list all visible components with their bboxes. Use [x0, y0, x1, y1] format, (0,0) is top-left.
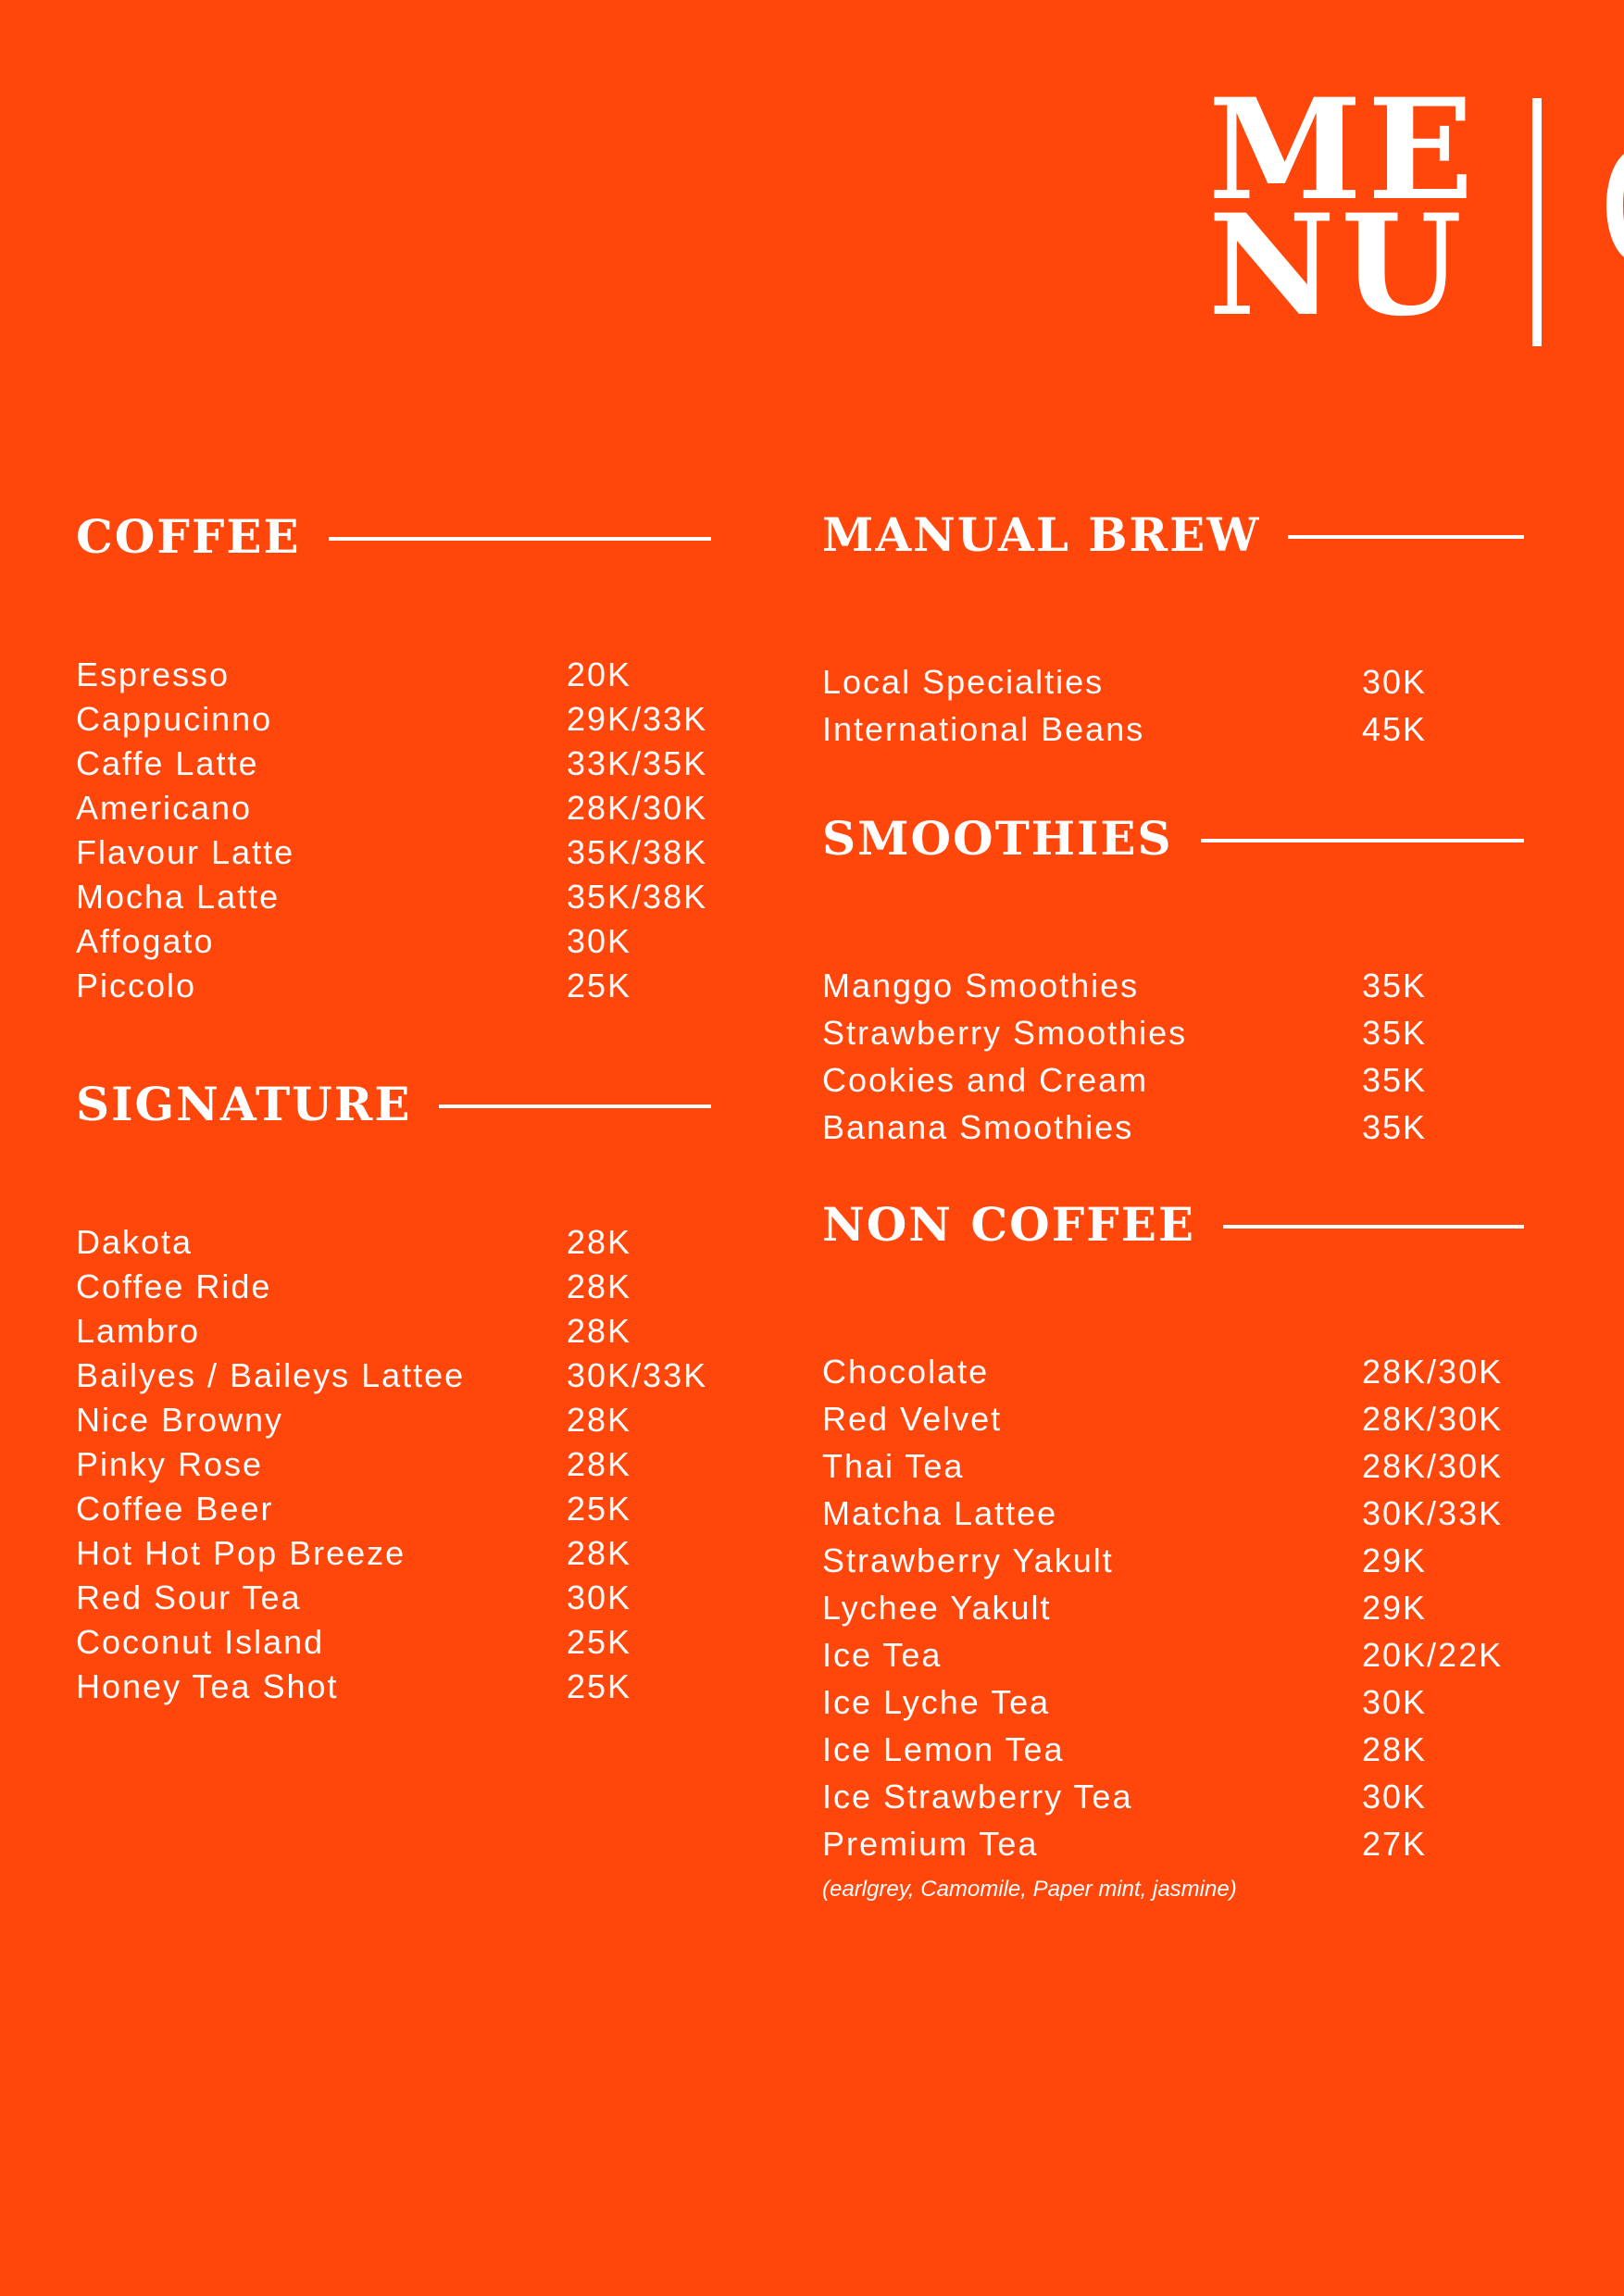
section-divider: [1223, 1225, 1524, 1229]
menu-item-name: Pinky Rose: [76, 1445, 264, 1483]
menu-item-price: 35K: [1362, 1061, 1428, 1099]
menu-item: [76, 1442, 711, 1487]
menu-item: [822, 1537, 1524, 1584]
menu-item-price: 25K: [567, 1623, 632, 1661]
menu-item-name: Caffe Latte: [76, 744, 259, 782]
item-list: [822, 1348, 1524, 1867]
menu-item-price: 25K: [567, 1667, 632, 1705]
menu-item-price: 28K/30K: [567, 789, 708, 827]
menu-item: [76, 1487, 711, 1531]
menu-item-name: Ice Lemon Tea: [822, 1730, 1065, 1768]
section-header: [76, 1077, 711, 1131]
menu-item: [76, 1665, 711, 1709]
section-divider: [439, 1104, 711, 1108]
menu-item-name: Piccolo: [76, 967, 197, 1004]
section-signature: [76, 1077, 711, 1709]
section-smoothies: [822, 811, 1524, 1151]
section-divider: [1288, 535, 1524, 539]
menu-item-name: Dakota: [76, 1223, 194, 1261]
menu-item-name: Flavour Latte: [76, 833, 295, 871]
menu-item-name: Americano: [76, 789, 253, 827]
menu-item-price: 35K/38K: [567, 878, 708, 916]
menu-item-price: 28K/30K: [1362, 1400, 1504, 1438]
menu-item: [76, 1220, 711, 1265]
menu-item-price: 28K: [567, 1401, 632, 1439]
menu-item-name: Ice Lyche Tea: [822, 1683, 1051, 1721]
section-title: COFFEE: [76, 509, 301, 564]
section-divider: [329, 537, 711, 541]
menu-item: [822, 962, 1524, 1009]
menu-item-name: Espresso: [76, 655, 231, 693]
menu-item-price: 33K/35K: [567, 744, 708, 782]
menu-item-price: 28K: [567, 1223, 632, 1261]
menu-item-price: 30K/33K: [1362, 1494, 1504, 1532]
menu-item-price: 30K: [1362, 1683, 1428, 1721]
menu-item: [76, 919, 711, 964]
section-header: [822, 811, 1524, 866]
menu-item-price: 28K: [567, 1534, 632, 1572]
item-list: [822, 658, 1524, 753]
menu-item-name: Thai Tea: [822, 1447, 965, 1485]
section-divider: [1201, 839, 1524, 842]
menu-item-price: 35K/38K: [567, 833, 708, 871]
menu-item: [822, 1631, 1524, 1678]
section-coffee: [76, 509, 711, 1008]
menu-item-price: 25K: [567, 967, 632, 1004]
section-header: [76, 509, 711, 564]
menu-item-name: Nice Browny: [76, 1401, 284, 1439]
item-list: [822, 962, 1524, 1151]
section-title: MANUAL BREW: [822, 507, 1261, 562]
section-manual-brew: [822, 507, 1524, 753]
menu-item-price: 30K: [1362, 1778, 1428, 1816]
menu-item-name: Cookies and Cream: [822, 1061, 1149, 1099]
menu-item-price: 35K: [1362, 1014, 1428, 1052]
menu-item-price: 28K: [1362, 1730, 1428, 1768]
menu-item-name: Lambro: [76, 1312, 201, 1350]
menu-item-name: Red Velvet: [822, 1400, 1003, 1438]
menu-item-price: 28K: [567, 1267, 632, 1305]
menu-item: [76, 786, 711, 830]
menu-item-name: Strawberry Yakult: [822, 1541, 1114, 1579]
menu-item: [822, 1726, 1524, 1773]
menu-item-name: Local Specialties: [822, 663, 1105, 701]
menu-item-price: 25K: [567, 1490, 632, 1528]
menu-item: [822, 1678, 1524, 1726]
menu-item: [76, 1354, 711, 1398]
menu-item-price: 35K: [1362, 967, 1428, 1004]
menu-item-price: 29K: [1362, 1541, 1428, 1579]
menu-item: [822, 1009, 1524, 1056]
menu-item-price: 20K: [567, 655, 632, 693]
menu-item-name: Strawberry Smoothies: [822, 1014, 1188, 1052]
menu-item-price: 30K/33K: [567, 1356, 708, 1394]
premium-tea-note: (earlgrey, Camomile, Paper mint, jasmine): [822, 1877, 1237, 1902]
item-list: [76, 653, 711, 1008]
menu-item-name: Premium Tea: [822, 1825, 1039, 1863]
menu-item-name: Coconut Island: [76, 1623, 325, 1661]
menu-item-name: Matcha Lattee: [822, 1494, 1058, 1532]
section-title: SIGNATURE: [76, 1077, 412, 1131]
section-title: SMOOTHIES: [822, 811, 1173, 866]
menu-item: [822, 1820, 1524, 1867]
menu-item: [822, 1104, 1524, 1151]
menu-item-price: 29K/33K: [567, 700, 708, 738]
menu-item: [76, 697, 711, 742]
menu-item-name: Manggo Smoothies: [822, 967, 1140, 1004]
menu-item: [822, 1773, 1524, 1820]
menu-item-price: 28K: [567, 1445, 632, 1483]
section-non-coffee: [822, 1197, 1524, 1903]
menu-item-name: International Beans: [822, 710, 1145, 748]
menu-logo: [1208, 93, 1624, 352]
menu-item-price: 30K: [567, 922, 632, 960]
menu-item: [76, 1576, 711, 1620]
menu-item-price: 30K: [1362, 663, 1428, 701]
menu-item-price: 45K: [1362, 710, 1428, 748]
logo-line-2: NU: [1208, 184, 1468, 347]
menu-item: [822, 1348, 1524, 1395]
menu-item: [76, 830, 711, 875]
menu-item: [822, 705, 1524, 753]
menu-item: [822, 1442, 1524, 1490]
menu-item-price: 28K/30K: [1362, 1353, 1504, 1391]
menu-item-price: 30K: [567, 1578, 632, 1616]
menu-item-price: 28K/30K: [1362, 1447, 1504, 1485]
section-title: NON COFFEE: [822, 1197, 1195, 1252]
menu-item-name: Banana Smoothies: [822, 1108, 1134, 1146]
menu-item-price: 27K: [1362, 1825, 1428, 1863]
menu-item-price: 29K: [1362, 1589, 1428, 1627]
menu-item-name: Coffee Ride: [76, 1267, 272, 1305]
menu-item-name: Cappucinno: [76, 700, 273, 738]
menu-item: [76, 1398, 711, 1442]
menu-item: [76, 1531, 711, 1576]
menu-item-name: Mocha Latte: [76, 878, 281, 916]
menu-item: [76, 742, 711, 786]
item-list: [76, 1220, 711, 1709]
menu-item: [76, 1309, 711, 1354]
menu-item-name: Lychee Yakult: [822, 1589, 1052, 1627]
logo-line-1: ME: [1208, 93, 1480, 231]
menu-item: [76, 1265, 711, 1309]
menu-item: [822, 658, 1524, 705]
menu-item-price: 28K: [567, 1312, 632, 1350]
menu-item: [822, 1584, 1524, 1631]
section-header: [822, 1197, 1524, 1252]
menu-item-name: Honey Tea Shot: [76, 1667, 339, 1705]
menu-item-name: Hot Hot Pop Breeze: [76, 1534, 406, 1572]
menu-item: [822, 1490, 1524, 1537]
menu-item-name: Ice Strawberry Tea: [822, 1778, 1133, 1816]
menu-item: [76, 964, 711, 1008]
menu-item-name: Coffee Beer: [76, 1490, 274, 1528]
menu-item-name: Bailyes / Baileys Lattee: [76, 1356, 466, 1394]
menu-item-name: Affogato: [76, 922, 215, 960]
menu-item-name: Red Sour Tea: [76, 1578, 302, 1616]
menu-item: [76, 653, 711, 697]
section-header: [822, 507, 1524, 562]
logo-divider: [1532, 98, 1542, 346]
menu-item-name: Chocolate: [822, 1353, 990, 1391]
menu-item: [76, 875, 711, 919]
menu-item-price: 35K: [1362, 1108, 1428, 1146]
menu-item-price: 20K/22K: [1362, 1636, 1504, 1674]
menu-item: [822, 1395, 1524, 1442]
menu-item: [822, 1056, 1524, 1104]
menu-item: [76, 1620, 711, 1665]
menu-item-name: Ice Tea: [822, 1636, 943, 1674]
